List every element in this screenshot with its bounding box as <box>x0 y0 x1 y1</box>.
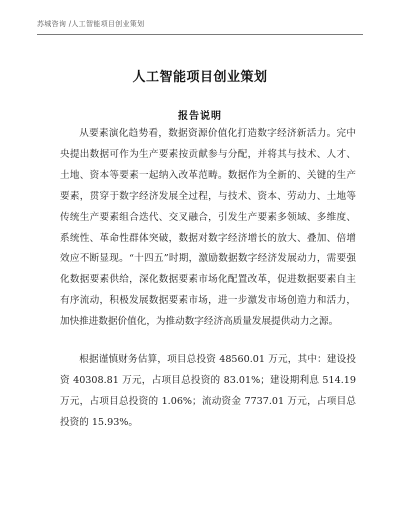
page-header <box>37 16 363 35</box>
document-title: 人工智能项目创业策划 <box>132 70 268 85</box>
section-heading: 报告说明 <box>178 111 222 122</box>
header-breadcrumb: 苏城咨询 /人工智能项目创业策划 <box>37 20 145 28</box>
paragraph-investment: 根据谨慎财务估算，项目总投资 48560.01 万元，其中：建设投资 40308.81 万元，占项目总投资的 83.01%；建设期利息 514.19 万元，占项目总投资的 1.06%；流动资金 7737.01 万元，占项目总投资的 15.93%。 <box>60 354 356 428</box>
paragraph-intro: 从要素演化趋势看，数据资源价值化打造数字经济新活力。完中央提出数据可作为生产要素按贡献参与分配，并将其与技术、人才、土地、资本等要素一起纳入改革范畴。数据作为全新的、关键的生产要素，贯穿于数字经济发展全过程，与技术、资本、劳动力、土地等传统生产要素组合迭代、交叉融合，引发生产要素多领域、多维度、系统性、革命性群体突破，数据对数字经济增长的放大、叠加、倍增效应不断显现。“十四五”时期，激励数据数字经济发展动力，需要强化数据要素供给，深化数据要素市场化配置改革，促进数据要素自主有序流动，积极发展数据要素市场，进一步激发市场创造力和活力，加快推进数据价值化，为推动数字经济高质量发展提供动力之源。 <box>60 128 356 328</box>
